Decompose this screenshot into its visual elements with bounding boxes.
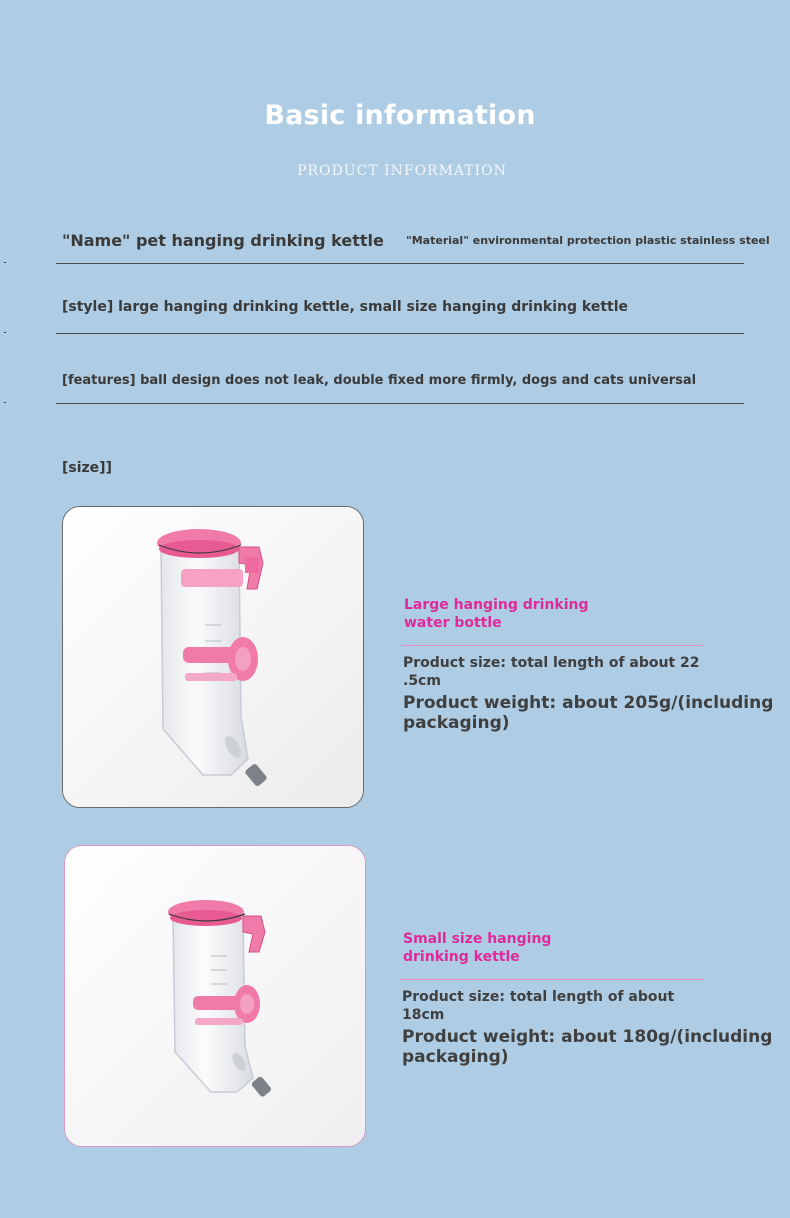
product-large-weight-line2: packaging) bbox=[403, 713, 510, 733]
material-field: "Material" environmental protection plastic stainless steel bbox=[406, 234, 770, 247]
divider bbox=[56, 403, 744, 404]
name-field: "Name" pet hanging drinking kettle bbox=[62, 231, 384, 250]
margin-dot bbox=[4, 402, 6, 403]
product-image-card-small bbox=[64, 845, 366, 1147]
product-small-size-line1: Product size: total length of about bbox=[402, 989, 675, 1005]
features-field: [features] ball design does not leak, double fixed more firmly, dogs and cats universal bbox=[62, 373, 697, 388]
margin-dot bbox=[4, 262, 6, 263]
water-bottle-large-image bbox=[63, 507, 363, 807]
divider bbox=[56, 263, 744, 264]
product-large-divider bbox=[401, 645, 703, 646]
product-small-divider bbox=[400, 979, 703, 980]
product-small-weight-line1: Product weight: about 180g/(including bbox=[402, 1027, 773, 1047]
product-large-weight-line1: Product weight: about 205g/(including bbox=[403, 693, 774, 713]
size-label: [size]] bbox=[62, 460, 112, 476]
product-image-card-large bbox=[62, 506, 364, 808]
product-small-title-line2: drinking kettle bbox=[403, 949, 520, 965]
divider bbox=[56, 333, 744, 334]
page-title: Basic information bbox=[264, 100, 536, 131]
product-small-weight-line2: packaging) bbox=[402, 1047, 509, 1067]
product-large-title-line2: water bottle bbox=[404, 615, 502, 631]
product-large-size-line1: Product size: total length of about 22 bbox=[403, 655, 700, 671]
product-small-title-line1: Small size hanging bbox=[403, 931, 552, 947]
product-large-title-line1: Large hanging drinking bbox=[404, 597, 589, 613]
margin-dot bbox=[4, 332, 6, 333]
water-bottle-small-image bbox=[65, 846, 365, 1146]
product-large-size-line2: .5cm bbox=[403, 673, 441, 689]
page-subtitle: PRODUCT INFORMATION bbox=[297, 163, 507, 179]
style-field: [style] large hanging drinking kettle, small size hanging drinking kettle bbox=[62, 299, 629, 315]
product-small-size-line2: 18cm bbox=[402, 1007, 445, 1023]
